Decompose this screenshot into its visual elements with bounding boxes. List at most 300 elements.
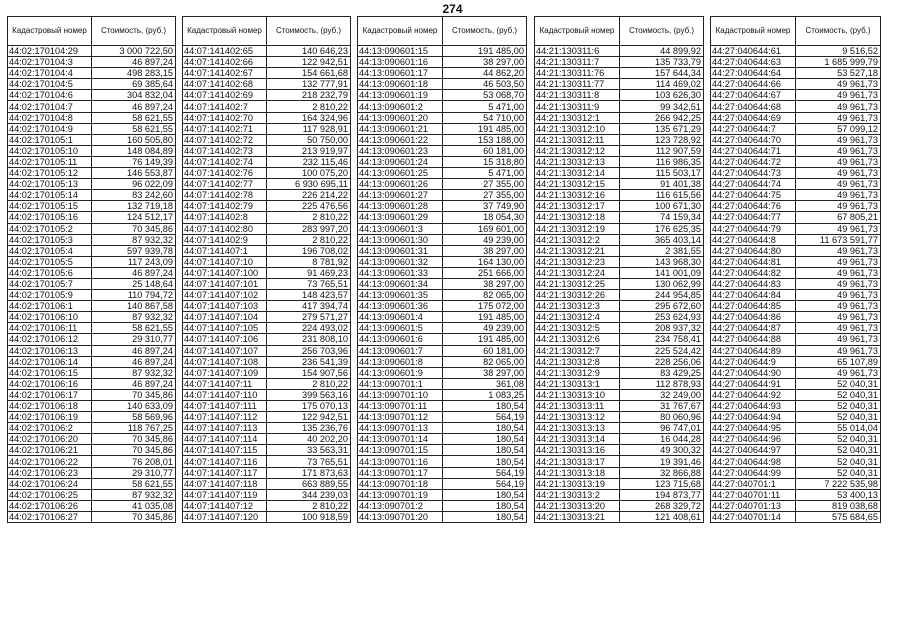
cost-value: 60 181,00 [443, 345, 527, 356]
cost-value: 49 961,73 [796, 90, 881, 101]
cost-value: 234 758,41 [620, 334, 704, 345]
cost-value: 180,54 [443, 401, 527, 412]
cadastral-number: 44:21:130311:8 [535, 90, 620, 101]
cadastral-number: 44:13:090601:16 [358, 57, 443, 68]
cadastral-number: 44:21:130311:6 [535, 46, 620, 57]
table-row [183, 278, 351, 289]
cadastral-number: 44:13:090701:19 [358, 489, 443, 500]
table-row [535, 234, 704, 245]
table-row [711, 57, 881, 68]
table-row [8, 301, 176, 312]
cost-value: 46 897,24 [92, 267, 176, 278]
cost-value: 228 256,06 [620, 356, 704, 367]
header-cost: Стоимость, (руб.) [443, 17, 527, 46]
header-cadastral-number: Кадастровый номер [8, 17, 92, 46]
table-row [711, 467, 881, 478]
cadastral-number: 44:07:141407:104 [183, 312, 267, 323]
table-row [711, 256, 881, 267]
cadastral-number: 44:02:170105:4 [8, 245, 92, 256]
cost-value: 180,54 [443, 489, 527, 500]
table-row [8, 57, 176, 68]
cost-value: 148 423,57 [267, 290, 351, 301]
cadastral-number: 44:02:170105:5 [8, 256, 92, 267]
table-row [8, 68, 176, 79]
table-row [711, 489, 881, 500]
cost-value: 57 099,12 [796, 123, 881, 134]
table-row [535, 79, 704, 90]
cost-value: 180,54 [443, 500, 527, 511]
cost-value: 169 601,00 [443, 223, 527, 234]
cadastral-number: 44:13:090601:36 [358, 301, 443, 312]
cost-value: 49 961,73 [796, 312, 881, 323]
table-row [535, 489, 704, 500]
table-header-row [535, 17, 704, 46]
table-row [535, 168, 704, 179]
table-row [711, 223, 881, 234]
cadastral-table [710, 16, 881, 523]
cost-value: 118 767,25 [92, 423, 176, 434]
header-cadastral-number: Кадастровый номер [358, 17, 443, 46]
cadastral-number: 44:13:090601:2 [358, 101, 443, 112]
table-row [711, 511, 881, 522]
table-row [711, 112, 881, 123]
cadastral-number: 44:13:090701:20 [358, 511, 443, 522]
table-row [358, 201, 527, 212]
cost-value: 160 505,80 [92, 134, 176, 145]
cadastral-number: 44:27:040644:75 [711, 190, 796, 201]
table-row [358, 389, 527, 400]
cost-value: 140 633,09 [92, 401, 176, 412]
cost-value: 58 621,55 [92, 323, 176, 334]
cadastral-number: 44:27:040644:81 [711, 256, 796, 267]
cost-value: 49 961,73 [796, 290, 881, 301]
cost-value: 191 485,00 [443, 312, 527, 323]
table-header-row [711, 17, 881, 46]
cost-value: 49 239,00 [443, 234, 527, 245]
table-row [358, 356, 527, 367]
table-row [358, 212, 527, 223]
table-row [358, 223, 527, 234]
cost-value: 46 897,24 [92, 345, 176, 356]
cadastral-number: 44:21:130312:1 [535, 112, 620, 123]
cost-value: 2 810,22 [267, 234, 351, 245]
cadastral-number: 44:21:130313:18 [535, 467, 620, 478]
cost-value: 1 083,25 [443, 389, 527, 400]
table-row [535, 101, 704, 112]
cadastral-number: 44:07:141407:1 [183, 245, 267, 256]
cost-value: 196 708,02 [267, 245, 351, 256]
cost-value: 27 355,00 [443, 179, 527, 190]
cost-value: 153 188,00 [443, 134, 527, 145]
table-row [8, 201, 176, 212]
cadastral-number: 44:27:040644:73 [711, 168, 796, 179]
cost-value: 154 661,68 [267, 68, 351, 79]
cost-value: 1 685 999,79 [796, 57, 881, 68]
cadastral-number: 44:02:170106:23 [8, 467, 92, 478]
table-row [8, 134, 176, 145]
table-row [535, 434, 704, 445]
table-row [711, 201, 881, 212]
cost-value: 16 044,28 [620, 434, 704, 445]
cadastral-number: 44:02:170106:25 [8, 489, 92, 500]
cadastral-number: 44:13:090601:19 [358, 90, 443, 101]
table-row [711, 334, 881, 345]
table-row [183, 168, 351, 179]
cost-value: 49 961,73 [796, 201, 881, 212]
cost-value: 112 878,93 [620, 378, 704, 389]
cadastral-number: 44:21:130312:2 [535, 234, 620, 245]
cost-value: 575 684,65 [796, 511, 881, 522]
table-row [358, 500, 527, 511]
cadastral-number: 44:07:141402:7 [183, 101, 267, 112]
cadastral-number: 44:21:130313:21 [535, 511, 620, 522]
cost-value: 564,19 [443, 412, 527, 423]
cost-value: 52 040,31 [796, 434, 881, 445]
table-row [183, 101, 351, 112]
cost-value: 564,19 [443, 478, 527, 489]
cost-value: 49 961,73 [796, 323, 881, 334]
cadastral-number: 44:21:130313:10 [535, 389, 620, 400]
table-row [535, 401, 704, 412]
cadastral-number: 44:21:130313:13 [535, 423, 620, 434]
cost-value: 140 867,58 [92, 301, 176, 312]
cadastral-number: 44:27:040644:70 [711, 134, 796, 145]
cost-value: 191 485,00 [443, 334, 527, 345]
table-row [8, 112, 176, 123]
cost-value: 116 986,35 [620, 156, 704, 167]
cost-value: 100 671,30 [620, 201, 704, 212]
table-row [535, 290, 704, 301]
table-header-row [8, 17, 176, 46]
table-row [183, 412, 351, 423]
cost-value: 87 932,32 [92, 234, 176, 245]
table-row [183, 79, 351, 90]
table-row [535, 445, 704, 456]
table-row [8, 412, 176, 423]
table-row [183, 334, 351, 345]
cost-value: 70 345,86 [92, 445, 176, 456]
table-row [711, 500, 881, 511]
cadastral-number: 44:07:141407:106 [183, 334, 267, 345]
cadastral-number: 44:21:130313:19 [535, 478, 620, 489]
cadastral-number: 44:13:090701:14 [358, 434, 443, 445]
cadastral-number: 44:27:040701:11 [711, 489, 796, 500]
table-row [358, 312, 527, 323]
table-row [183, 401, 351, 412]
cost-value: 82 065,00 [443, 290, 527, 301]
cost-value: 46 897,24 [92, 57, 176, 68]
cost-value: 146 553,87 [92, 168, 176, 179]
cost-value: 96 022,09 [92, 179, 176, 190]
cadastral-number: 44:13:090601:7 [358, 345, 443, 356]
cost-value: 122 942,51 [267, 412, 351, 423]
cost-value: 180,54 [443, 456, 527, 467]
cadastral-number: 44:02:170106:2 [8, 423, 92, 434]
cadastral-number: 44:27:040644:80 [711, 245, 796, 256]
table-row [183, 445, 351, 456]
cadastral-number: 44:07:141402:8 [183, 212, 267, 223]
cadastral-number: 44:21:130312:12 [535, 145, 620, 156]
cost-value: 15 318,80 [443, 156, 527, 167]
table-row [358, 68, 527, 79]
cadastral-number: 44:13:090601:21 [358, 123, 443, 134]
page-number: 274 [442, 2, 463, 16]
table-row [183, 234, 351, 245]
cadastral-number: 44:02:170106:26 [8, 500, 92, 511]
table-row [535, 256, 704, 267]
cadastral-number: 44:27:040644:90 [711, 367, 796, 378]
cost-value: 58 621,55 [92, 478, 176, 489]
table-row [358, 57, 527, 68]
cadastral-number: 44:27:040644:91 [711, 378, 796, 389]
header-cadastral-number: Кадастровый номер [711, 17, 796, 46]
cadastral-number: 44:21:130313:20 [535, 500, 620, 511]
cost-value: 58 621,55 [92, 123, 176, 134]
cadastral-number: 44:07:141407:101 [183, 278, 267, 289]
table-row [183, 57, 351, 68]
cadastral-number: 44:07:141407:110 [183, 389, 267, 400]
table-row [535, 378, 704, 389]
cadastral-number: 44:02:170106:13 [8, 345, 92, 356]
table-row [711, 101, 881, 112]
cadastral-number: 44:07:141407:11 [183, 378, 267, 389]
cadastral-number: 44:07:141407:100 [183, 267, 267, 278]
table-row [8, 245, 176, 256]
table-row [711, 68, 881, 79]
cadastral-number: 44:27:040644:74 [711, 179, 796, 190]
cadastral-number: 44:21:130311:7 [535, 57, 620, 68]
table-row [358, 323, 527, 334]
cost-value: 69 385,64 [92, 79, 176, 90]
cadastral-number: 44:02:170105:9 [8, 290, 92, 301]
cost-value: 46 897,24 [92, 356, 176, 367]
cost-value: 226 214,22 [267, 190, 351, 201]
cadastral-number: 44:02:170106:15 [8, 367, 92, 378]
table-row [358, 489, 527, 500]
cost-value: 32 249,00 [620, 389, 704, 400]
table-row [8, 511, 176, 522]
cost-value: 49 961,73 [796, 79, 881, 90]
cadastral-number: 44:02:170105:2 [8, 223, 92, 234]
cadastral-number: 44:21:130312:21 [535, 245, 620, 256]
cadastral-number: 44:13:090701:12 [358, 412, 443, 423]
table-row [535, 190, 704, 201]
cost-value: 116 615,56 [620, 190, 704, 201]
cost-value: 141 001,09 [620, 267, 704, 278]
cost-value: 73 765,51 [267, 456, 351, 467]
cadastral-number: 44:07:141402:72 [183, 134, 267, 145]
cost-value: 564,19 [443, 467, 527, 478]
cadastral-number: 44:27:040644:93 [711, 401, 796, 412]
cadastral-number: 44:07:141407:116 [183, 456, 267, 467]
table-row [8, 378, 176, 389]
cadastral-number: 44:27:040644:95 [711, 423, 796, 434]
table-row [535, 278, 704, 289]
cadastral-number: 44:13:090601:4 [358, 312, 443, 323]
cadastral-number: 44:02:170104:3 [8, 57, 92, 68]
table-row [8, 389, 176, 400]
table-row [8, 434, 176, 445]
table-row [711, 412, 881, 423]
cost-value: 251 666,00 [443, 267, 527, 278]
cadastral-number: 44:13:090601:30 [358, 234, 443, 245]
cost-value: 5 471,00 [443, 101, 527, 112]
table-row [183, 389, 351, 400]
table-row [711, 90, 881, 101]
cadastral-number: 44:02:170105:6 [8, 267, 92, 278]
cadastral-number: 44:07:141407:115 [183, 445, 267, 456]
cadastral-number: 44:02:170106:21 [8, 445, 92, 456]
cost-value: 498 283,15 [92, 68, 176, 79]
table-row [183, 511, 351, 522]
table-row [711, 134, 881, 145]
cadastral-number: 44:02:170106:16 [8, 378, 92, 389]
cadastral-number: 44:27:040644:98 [711, 456, 796, 467]
cadastral-number: 44:21:130312:7 [535, 345, 620, 356]
cadastral-number: 44:07:141402:79 [183, 201, 267, 212]
cost-value: 49 961,73 [796, 179, 881, 190]
table-row [183, 434, 351, 445]
table-row [711, 345, 881, 356]
cost-value: 100 918,59 [267, 511, 351, 522]
cadastral-number: 44:13:090601:9 [358, 367, 443, 378]
header-cost: Стоимость, (руб.) [267, 17, 351, 46]
cost-value: 27 355,00 [443, 190, 527, 201]
table-row [535, 312, 704, 323]
cost-value: 8 781,92 [267, 256, 351, 267]
table-row [535, 112, 704, 123]
cadastral-number: 44:27:040644:69 [711, 112, 796, 123]
cadastral-number: 44:27:040644:94 [711, 412, 796, 423]
cost-value: 31 767,67 [620, 401, 704, 412]
cost-value: 121 408,61 [620, 511, 704, 522]
table-row [358, 367, 527, 378]
table-row [358, 334, 527, 345]
cost-value: 11 673 591,77 [796, 234, 881, 245]
cadastral-number: 44:07:141402:66 [183, 57, 267, 68]
cost-value: 123 715,68 [620, 478, 704, 489]
table-row [535, 223, 704, 234]
cost-value: 49 961,73 [796, 367, 881, 378]
cost-value: 49 961,73 [796, 101, 881, 112]
cost-value: 99 342,51 [620, 101, 704, 112]
cadastral-number: 44:07:141402:68 [183, 79, 267, 90]
table-row [183, 290, 351, 301]
cost-value: 53 068,70 [443, 90, 527, 101]
cadastral-number: 44:07:141407:114 [183, 434, 267, 445]
table-header-row [183, 17, 351, 46]
table-row [8, 290, 176, 301]
cadastral-number: 44:02:170106:24 [8, 478, 92, 489]
cadastral-number: 44:07:141407:112 [183, 412, 267, 423]
table-row [711, 456, 881, 467]
table-row [8, 367, 176, 378]
cadastral-number: 44:07:141407:105 [183, 323, 267, 334]
table-row [8, 179, 176, 190]
table-row [535, 412, 704, 423]
table-row [358, 123, 527, 134]
cost-value: 96 747,01 [620, 423, 704, 434]
header-cadastral-number: Кадастровый номер [535, 17, 620, 46]
cadastral-number: 44:13:090601:26 [358, 179, 443, 190]
cost-value: 176 625,35 [620, 223, 704, 234]
table-row [358, 401, 527, 412]
cadastral-number: 44:02:170106:14 [8, 356, 92, 367]
cost-value: 55 014,04 [796, 423, 881, 434]
table-row [8, 234, 176, 245]
cadastral-number: 44:02:170106:11 [8, 323, 92, 334]
cadastral-number: 44:21:130313:14 [535, 434, 620, 445]
table-row [711, 290, 881, 301]
table-row [535, 123, 704, 134]
table-row [711, 401, 881, 412]
cost-value: 304 832,04 [92, 90, 176, 101]
table-row [183, 201, 351, 212]
table-row [358, 134, 527, 145]
table-row [535, 145, 704, 156]
table-row [183, 90, 351, 101]
table-row [535, 245, 704, 256]
cost-value: 244 954,85 [620, 290, 704, 301]
cost-value: 117 243,09 [92, 256, 176, 267]
table-row [358, 378, 527, 389]
table-row [358, 301, 527, 312]
cost-value: 37 749,90 [443, 201, 527, 212]
cost-value: 208 937,32 [620, 323, 704, 334]
table-row [8, 278, 176, 289]
cost-value: 49 961,73 [796, 267, 881, 278]
cost-value: 38 297,00 [443, 278, 527, 289]
cost-value: 87 932,32 [92, 312, 176, 323]
cost-value: 83 242,60 [92, 190, 176, 201]
table-row [183, 190, 351, 201]
cadastral-number: 44:02:170106:22 [8, 456, 92, 467]
cadastral-number: 44:13:090601:6 [358, 334, 443, 345]
table-row [711, 389, 881, 400]
cost-value: 175 070,13 [267, 401, 351, 412]
cadastral-number: 44:07:141402:80 [183, 223, 267, 234]
cost-value: 164 324,96 [267, 112, 351, 123]
cost-value: 49 961,73 [796, 334, 881, 345]
cost-value: 194 873,77 [620, 489, 704, 500]
cadastral-number: 44:02:170106:10 [8, 312, 92, 323]
cost-value: 225 476,56 [267, 201, 351, 212]
cost-value: 140 646,23 [267, 46, 351, 57]
table-row [711, 423, 881, 434]
cadastral-number: 44:07:141402:74 [183, 156, 267, 167]
cadastral-number: 44:13:090701:11 [358, 401, 443, 412]
cost-value: 52 040,31 [796, 378, 881, 389]
cost-value: 52 040,31 [796, 389, 881, 400]
cadastral-number: 44:27:040644:61 [711, 46, 796, 57]
cadastral-number: 44:27:040644:88 [711, 334, 796, 345]
cadastral-number: 44:02:170105:10 [8, 145, 92, 156]
table-row [535, 389, 704, 400]
cadastral-number: 44:21:130312:9 [535, 367, 620, 378]
table-row [711, 179, 881, 190]
cost-value: 266 942,25 [620, 112, 704, 123]
table-row [711, 367, 881, 378]
table-row [183, 423, 351, 434]
cost-value: 663 889,55 [267, 478, 351, 489]
cadastral-number: 44:13:090601:25 [358, 168, 443, 179]
cost-value: 53 527,18 [796, 68, 881, 79]
cadastral-number: 44:13:090701:16 [358, 456, 443, 467]
table-row [358, 90, 527, 101]
header-cost: Стоимость, (руб.) [92, 17, 176, 46]
table-row [183, 478, 351, 489]
cadastral-number: 44:13:090601:3 [358, 223, 443, 234]
